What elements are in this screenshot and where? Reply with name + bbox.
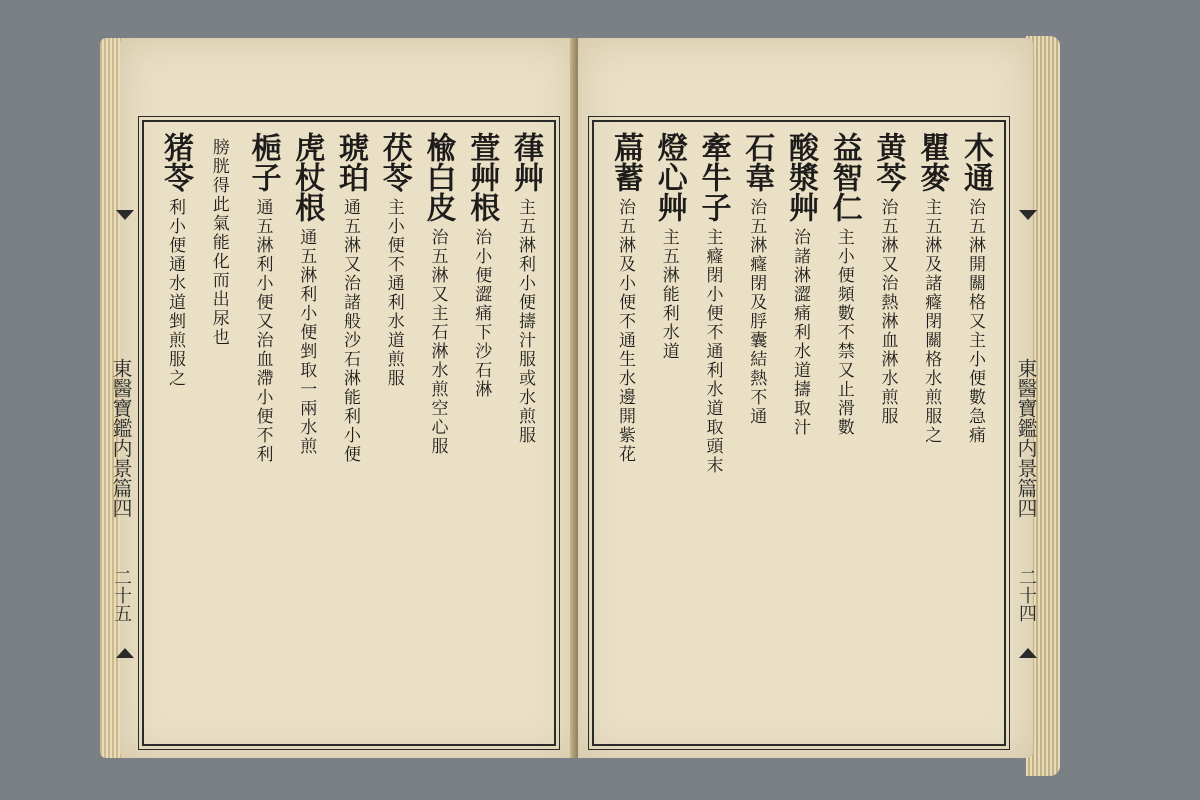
- text-columns-right: [604, 132, 994, 734]
- entry-head: 益智仁: [826, 132, 862, 222]
- entry-text: 主小便頻數不禁又止滑數: [833, 228, 854, 437]
- column: [154, 132, 194, 732]
- column: [692, 132, 732, 732]
- column: [823, 132, 863, 732]
- text-frame-right: [592, 120, 1006, 746]
- entry-text: 主五淋及諸癃閉關格水煎服之: [921, 198, 942, 445]
- entry-head: 酸漿艸: [783, 132, 818, 222]
- column: [329, 132, 369, 732]
- column: [735, 132, 775, 732]
- column: [198, 132, 238, 732]
- entry-head: 牽牛子: [695, 132, 731, 222]
- entry-head: 茯苓: [376, 132, 412, 192]
- entry-text: 治諸淋澀痛利水道擣取汁: [790, 228, 810, 437]
- entry-head: 琥珀: [333, 132, 368, 192]
- entry-text: 主小便不通利水道煎服: [383, 198, 404, 388]
- fish-tail-mark-bottom: [1019, 648, 1037, 658]
- fish-tail-mark-bottom: [116, 648, 134, 658]
- fish-tail-mark-top: [1019, 210, 1037, 220]
- column: [604, 132, 644, 732]
- column: [779, 132, 819, 732]
- entry-text: 治五淋又治熱淋血淋水煎服: [877, 198, 898, 426]
- entry-text: 治五淋及小便不通生水邊開紫花: [615, 198, 635, 464]
- entry-text: 主五淋能利水道: [658, 228, 679, 361]
- entry-head: 葎艸: [508, 132, 543, 192]
- column: [460, 132, 500, 732]
- entry-head: 梔子: [245, 132, 281, 192]
- entry-head: 萱艸根: [464, 132, 500, 222]
- entry-head: 楡白皮: [420, 132, 456, 222]
- entry-text: 利小便通水道剉煎服之: [165, 198, 185, 388]
- open-book: [100, 18, 1060, 780]
- column: [954, 132, 994, 732]
- entry-text: 治五淋開關格又主小便數急痛: [965, 198, 985, 445]
- column: [242, 132, 282, 732]
- entry-text: 通五淋利小便剉取一兩水煎: [296, 228, 317, 456]
- entry-head: 猪苓: [158, 132, 193, 192]
- text-frame-left: [142, 120, 556, 746]
- entry-head: 瞿麥: [914, 132, 950, 192]
- margin-title-right: 東醫寶鑑内景篇四: [1014, 358, 1038, 518]
- folio-right: 二十四: [1016, 568, 1037, 622]
- text-columns-left: [154, 132, 544, 734]
- margin-title-left: 東醫寶鑑内景篇四: [109, 358, 133, 518]
- entry-text: 通五淋利小便又治血滯小便不利: [252, 198, 273, 464]
- entry-text: 主五淋利小便擣汁服或水煎服: [515, 198, 535, 445]
- entry-head: 木通: [958, 132, 993, 192]
- entry-text: 主癃閉小便不通利水道取頭末: [702, 228, 723, 475]
- entry-head: 虎杖根: [289, 132, 325, 222]
- column: [373, 132, 413, 732]
- entry-text: 治五淋癃閉及脬囊結熱不通: [746, 198, 767, 426]
- entry-head: 萹蓄: [608, 132, 643, 192]
- fish-tail-mark-top: [116, 210, 134, 220]
- entry-text: 通五淋又治諸般沙石淋能利小便: [340, 198, 360, 464]
- column: [417, 132, 457, 732]
- folio-left: 二十五: [111, 568, 132, 622]
- right-page: [578, 38, 1038, 758]
- entry-head: 黄芩: [870, 132, 906, 192]
- column: [867, 132, 907, 732]
- entry-text: 膀胱得此氣能化而出尿也: [208, 138, 229, 347]
- entry-text: 治小便澀痛下沙石淋: [471, 228, 492, 399]
- entry-text: 治五淋又主石淋水煎空心服: [427, 228, 448, 456]
- column: [648, 132, 688, 732]
- entry-head: 石韋: [739, 132, 775, 192]
- entry-head: 燈心艸: [651, 132, 687, 222]
- column: [910, 132, 950, 732]
- column: [285, 132, 325, 732]
- column: [504, 132, 544, 732]
- left-page: [109, 38, 575, 758]
